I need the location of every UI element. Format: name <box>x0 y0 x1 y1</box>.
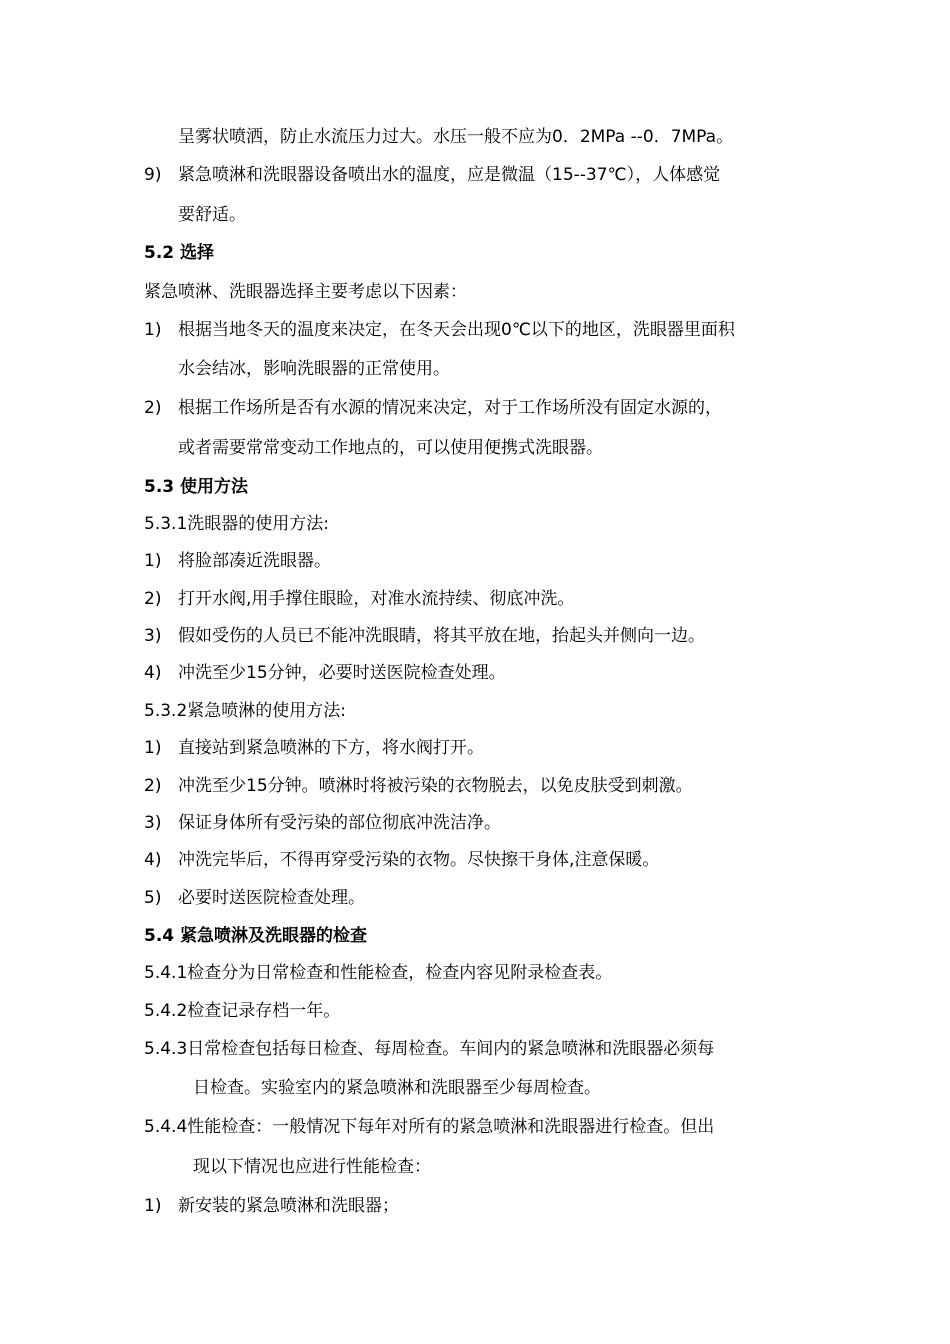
list-item <box>144 164 720 186</box>
item-text: 新安装的紧急喷淋和洗眼器； <box>178 1196 399 1216</box>
item-text: 根据当地冬天的温度来决定，在冬天会出现0℃以下的地区，洗眼器里面积 <box>178 320 735 340</box>
item-continuation: 要舒适。 <box>178 205 246 225</box>
list-item <box>144 662 506 684</box>
paragraph-continuation: 日检查。实验室内的紧急喷淋和洗眼器至少每周检查。 <box>193 1078 601 1098</box>
list-item <box>144 812 501 834</box>
item-text: 冲洗完毕后，不得再穿受污染的衣物。尽快擦干身体,注意保暖。 <box>178 850 660 870</box>
list-item <box>144 849 659 871</box>
section-heading: 5.4 紧急喷淋及洗眼器的检查 <box>144 926 368 946</box>
item-number: 2) <box>144 776 162 796</box>
item-continuation: 水会结冰，影响洗眼器的正常使用。 <box>178 359 450 379</box>
item-number: 4) <box>144 663 162 683</box>
item-text: 紧急喷淋和洗眼器设备喷出水的温度，应是微温（15--37℃），人体感觉 <box>178 165 721 185</box>
list-item <box>144 1195 399 1217</box>
item-number: 3) <box>144 813 162 833</box>
item-text: 冲洗至少15分钟。喷淋时将被污染的衣物脱去，以免皮肤受到刺激。 <box>178 776 693 796</box>
subsection-heading: 5.3.1洗眼器的使用方法: <box>144 514 329 534</box>
item-continuation: 或者需要常常变动工作地点的，可以使用便携式洗眼器。 <box>178 438 603 458</box>
item-text: 根据工作场所是否有水源的情况来决定，对于工作场所没有固定水源的， <box>178 398 722 418</box>
item-number: 2) <box>144 589 162 609</box>
item-text: 必要时送医院检查处理。 <box>178 888 365 908</box>
paragraph: 5.4.1检查分为日常检查和性能检查，检查内容见附录检查表。 <box>144 963 613 983</box>
item-text: 打开水阀,用手撑住眼睑，对准水流持续、彻底冲洗。 <box>178 589 575 609</box>
paragraph: 5.4.2检查记录存档一年。 <box>144 1001 341 1021</box>
item-number: 3) <box>144 626 162 646</box>
list-item <box>144 550 331 572</box>
item-number: 2) <box>144 398 162 418</box>
section-heading: 5.3 使用方法 <box>144 477 249 497</box>
section-heading: 5.2 选择 <box>144 243 215 263</box>
item-number: 1) <box>144 1196 162 1216</box>
list-item <box>144 775 693 797</box>
item-text: 直接站到紧急喷淋的下方，将水阀打开。 <box>178 738 484 758</box>
list-item <box>144 319 735 341</box>
item-text: 假如受伤的人员已不能冲洗眼睛，将其平放在地，抬起头并侧向一边。 <box>178 626 705 646</box>
item-number: 4) <box>144 850 162 870</box>
item-number: 1) <box>144 320 162 340</box>
paragraph: 紧急喷淋、洗眼器选择主要考虑以下因素： <box>144 282 467 302</box>
item-text: 保证身体所有受污染的部位彻底冲洗洁净。 <box>178 813 501 833</box>
list-item <box>144 737 484 759</box>
item-text: 冲洗至少15分钟，必要时送医院检查处理。 <box>178 663 506 683</box>
list-item <box>144 397 722 419</box>
item-number: 9) <box>144 165 162 185</box>
paragraph: 5.4.4性能检查：一般情况下每年对所有的紧急喷淋和洗眼器进行检查。但出 <box>144 1117 715 1137</box>
list-item <box>144 625 705 647</box>
paragraph: 5.4.3日常检查包括每日检查、每周检查。车间内的紧急喷淋和洗眼器必须每 <box>144 1039 715 1059</box>
item-text: 将脸部凑近洗眼器。 <box>178 551 331 571</box>
paragraph-continuation: 现以下情况也应进行性能检查： <box>193 1157 431 1177</box>
list-item <box>144 887 365 909</box>
item-number: 1) <box>144 738 162 758</box>
list-item <box>144 588 574 610</box>
item-number: 5) <box>144 888 162 908</box>
continuation-line: 呈雾状喷洒，防止水流压力过大。水压一般不应为0．2MPa --0．7MPa。 <box>178 127 734 147</box>
item-number: 1) <box>144 551 162 571</box>
subsection-heading: 5.3.2紧急喷淋的使用方法: <box>144 701 346 721</box>
